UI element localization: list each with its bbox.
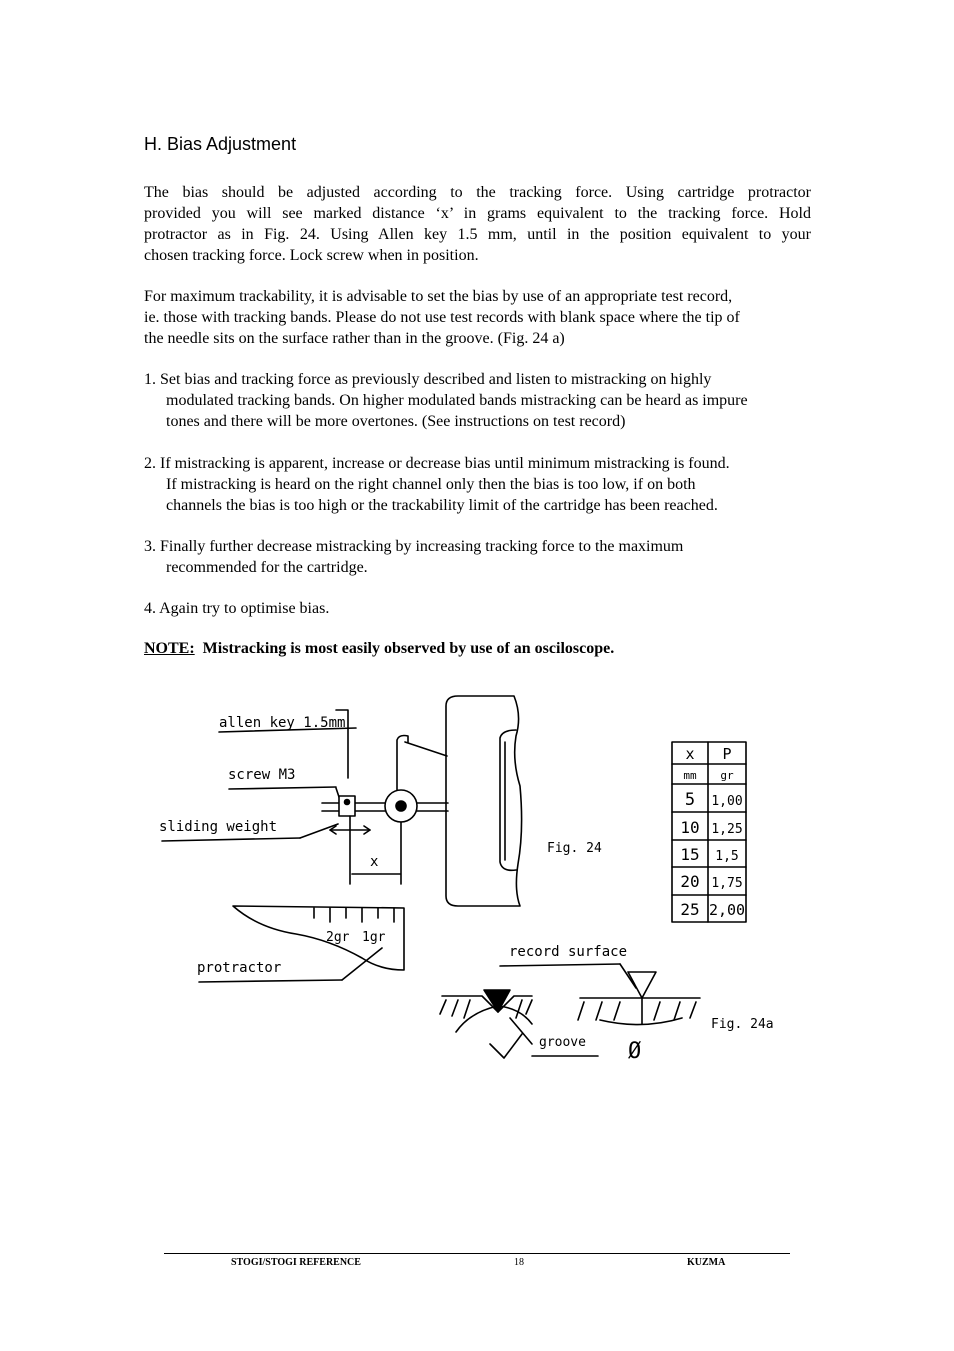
protractor-scale <box>314 908 394 922</box>
text-line: protractor as in Fig. 24. Using Allen key 1.5 mm, until in the position equivalent to your <box>144 226 811 243</box>
label-x: x <box>370 854 379 870</box>
table-cell: 1,75 <box>711 876 743 891</box>
table-cell: 1,5 <box>715 849 739 864</box>
table-cell: 1,00 <box>711 794 743 809</box>
text-line: The bias should be adjusted according to the tracking force. Using cartridge protractor <box>144 184 811 201</box>
table-header-p: P <box>722 745 732 763</box>
step-4 <box>144 598 824 619</box>
bias-figure <box>0 680 954 1100</box>
label-record-surface: record surface <box>509 944 628 960</box>
protractor-underline <box>199 980 342 982</box>
label-phi: Ø <box>628 1039 642 1064</box>
table-cell: 2,00 <box>708 901 746 919</box>
text-line: recommended for the cartridge. <box>166 559 368 576</box>
surface-arc <box>600 1018 682 1025</box>
paragraph-trackability <box>144 286 811 349</box>
label-sliding-weight: sliding weight <box>159 819 278 835</box>
table-header-x: x <box>685 745 695 763</box>
table-cell: 1,25 <box>711 822 743 837</box>
note <box>144 640 614 658</box>
platter-inner-lip <box>500 730 516 870</box>
footer-rule <box>164 1253 790 1254</box>
text-line: 4. Again try to optimise bias. <box>144 600 330 617</box>
text-line: tones and there will be more overtones. (See instructions on test record) <box>166 413 626 430</box>
table-cell: 5 <box>684 790 696 810</box>
label-allen-key: allen key 1.5mm <box>219 715 346 731</box>
groove-leader <box>510 1018 532 1044</box>
table-cell: 15 <box>680 845 700 864</box>
table-unit-mm: mm <box>683 769 697 782</box>
text-line: modulated tracking bands. On higher modulated bands mistracking can be heard as impure <box>166 392 748 409</box>
footer-title: STOGI/STOGI REFERENCE <box>231 1257 361 1268</box>
label-scale-2gr: 2gr <box>326 930 350 945</box>
label-protractor: protractor <box>197 960 282 976</box>
groove-checkmark <box>490 1034 522 1058</box>
table-cell: 10 <box>680 818 700 837</box>
footer-brand: KUZMA <box>687 1257 726 1268</box>
note-label: NOTE: <box>144 640 195 657</box>
record-surface-leader <box>620 964 636 988</box>
text-line: provided you will see marked distance ‘x’ in grams equivalent to the tracking force. Hold <box>144 205 811 222</box>
label-scale-1gr: 1gr <box>362 930 386 945</box>
text-line: the needle sits on the surface rather than in the groove. (Fig. 24 a) <box>144 330 565 347</box>
record-surface-underline <box>500 964 620 966</box>
text-line: chosen tracking force. Lock screw when in position. <box>144 247 479 264</box>
paragraph-bias-intro <box>144 182 811 266</box>
table-cell: 25 <box>680 900 700 919</box>
step-2 <box>144 453 824 516</box>
text-line: 1. Set bias and tracking force as previously described and listen to mistracking on highly <box>144 371 712 388</box>
note-text: Mistracking is most easily observed by use of an osciloscope. <box>202 640 615 657</box>
protractor-leader <box>342 948 382 980</box>
stylus-on-surface <box>628 972 656 998</box>
screw-underline <box>229 787 336 789</box>
section-heading: H. Bias Adjustment <box>144 134 297 154</box>
surface-hatching <box>578 1002 696 1020</box>
text-line: 2. If mistracking is apparent, increase or decrease bias until minimum mistracking is found. <box>144 455 730 472</box>
platter-edge <box>446 696 522 906</box>
screw-dot <box>345 800 350 805</box>
pivot-center <box>396 801 406 811</box>
step-3 <box>144 536 824 578</box>
label-fig24a: Fig. 24a <box>711 1017 774 1032</box>
arm-rest-link <box>405 742 447 756</box>
step-1 <box>144 369 824 432</box>
text-line: ie. those with tracking bands. Please do not use test records with blank space where the tip of <box>144 309 740 326</box>
text-line: If mistracking is heard on the right channel only then the bias is too low, if on both <box>166 476 696 493</box>
table-unit-gr: gr <box>720 769 734 782</box>
text-line: 3. Finally further decrease mistracking by increasing tracking force to the maximum <box>144 538 684 555</box>
footer-page-number: 18 <box>514 1257 524 1268</box>
sliding-weight-underline <box>162 838 300 841</box>
table-cell: 20 <box>680 872 700 891</box>
label-fig24: Fig. 24 <box>547 841 602 856</box>
text-line: For maximum trackability, it is advisable to set the bias by use of an appropriate test record, <box>144 288 733 305</box>
text-line: channels the bias is too high or the trackability limit of the cartridge has been reached. <box>166 497 718 514</box>
label-screw: screw M3 <box>228 767 296 783</box>
arm-rest-post <box>397 736 408 791</box>
label-groove: groove <box>539 1035 586 1050</box>
